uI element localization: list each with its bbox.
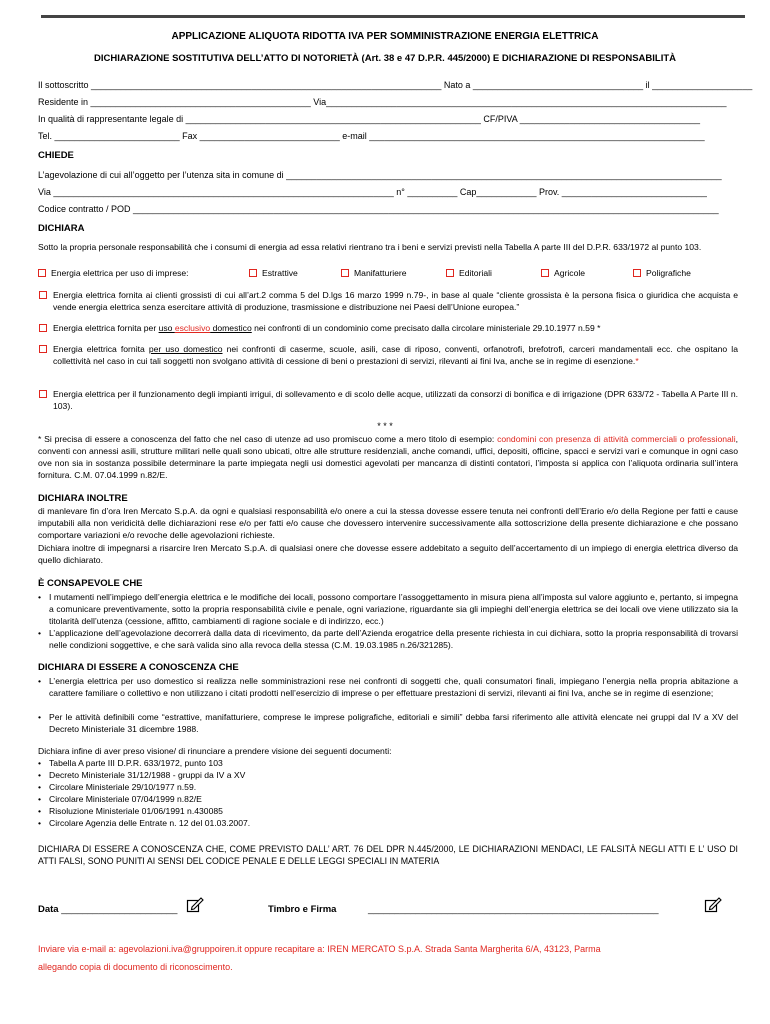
- dichiara-intro: Sotto la propria personale responsabilità che i consumi di energia ad essa relativi rientrano tra i beni e servizi previsti nella Tabella A parte III del D.P.R. 633/1972 al punto 103.: [38, 242, 702, 252]
- section-conoscenza-heading: DICHIARA DI ESSERE A CONOSCENZA CHE: [38, 662, 239, 673]
- field-line-pod[interactable]: Codice contratto / POD _____________________________________________________________________________________________________________________: [38, 204, 719, 214]
- section-chiede-heading: CHIEDE: [38, 150, 74, 161]
- option-estrattive[interactable]: Estrattive: [249, 268, 298, 278]
- option-imprese[interactable]: Energia elettrica per uso di imprese:: [38, 268, 189, 278]
- bullet-icon: •: [38, 818, 42, 828]
- documenti-item: • Tabella A parte III D.P.R. 633/1972, punto 103: [38, 758, 223, 768]
- final-declaration: DICHIARA DI ESSERE A CONOSCENZA CHE, COME PREVISTO DALL’ ART. 76 DEL DPR N.445/2000, LE DICHIARAZIONI MENDACI, LE FALSITÀ NEGLI ATTI E L’ USO DI ATTI FALSI, SONO PUNITI AI SENSI DEL CODICE PENALE E DELLE LEGGI SPECIALI IN MATERIA: [38, 844, 738, 866]
- conoscenza-bullet: • L’energia elettrica per uso domestico si realizza nelle somministrazioni rese nei confronti di soggetti che, quali consumatori finali, impiegano l’energia nella propria abitazione a carattere familiare o collettivo e non utilizzano i citati prodotti nell’esercizio di imprese o per effettuare prestazioni di servizi, rilevanti ai fini Iva, anche se in regime di esenzione;: [38, 676, 738, 698]
- checkbox-icon[interactable]: [38, 269, 46, 277]
- option-manifatturiere[interactable]: Manifatturiere: [341, 268, 407, 278]
- section-inoltre-heading: DICHIARA INOLTRE: [38, 493, 128, 504]
- pen-icon: [186, 896, 204, 914]
- timbro-firma-line[interactable]: _______________________________________________________: [368, 904, 659, 915]
- pen-icon: [704, 896, 722, 914]
- timbro-firma-label: Timbro e Firma: [268, 904, 337, 915]
- option-poligrafiche[interactable]: Poligrafiche: [633, 268, 691, 278]
- form-title: APPLICAZIONE ALIQUOTA RIDOTTA IVA PER SOMMINISTRAZIONE ENERGIA ELETTRICA: [171, 31, 599, 42]
- field-line-rappresentante[interactable]: In qualità di rappresentante legale di ___________________________________________________________ CF/PIVA ____________________________________: [38, 114, 700, 124]
- option-grossisti[interactable]: Energia elettrica fornita ai clienti grossisti di cui all’art.2 comma 5 del D.lgs 16 marzo 1999 n.79-, in base al quale “cliente grossista è la persona fisica o giuridica che acquista e vende energia elettrica senza esercitare attività di produzione, trasmissione e distribuzione nei Paesi dell’Unione europea.”: [38, 289, 738, 313]
- documenti-item: • Circolare Agenzia delle Entrate n. 12 del 01.03.2007.: [38, 818, 251, 828]
- checkbox-icon[interactable]: [633, 269, 641, 277]
- field-line-residente[interactable]: Residente in ____________________________________________ Via________________________________________________________________________________: [38, 97, 727, 107]
- checkbox-icon[interactable]: [39, 345, 47, 353]
- documenti-item: • Risoluzione Ministeriale 01/06/1991 n.430085: [38, 806, 223, 816]
- checkbox-icon[interactable]: [39, 291, 47, 299]
- footer-attachment-note: allegando copia di documento di riconoscimento.: [38, 962, 233, 972]
- checkbox-icon[interactable]: [341, 269, 349, 277]
- checkbox-icon[interactable]: [446, 269, 454, 277]
- bullet-icon: •: [38, 758, 42, 768]
- documenti-item: • Circolare Ministeriale 29/10/1977 n.59.: [38, 782, 197, 792]
- bullet-icon: •: [38, 628, 42, 638]
- section-consapevole-heading: È CONSAPEVOLE CHE: [38, 578, 143, 589]
- conoscenza-bullet: • Per le attività definibili come “estrattive, manifatturiere, comprese le imprese poligrafiche, editoriali e simili” debba farsi riferimento alle attività elencate nei gruppi dal IV a XV del Decreto Ministeriale 31 dicembre 1988.: [38, 712, 738, 734]
- top-rule: [41, 15, 745, 18]
- bullet-icon: •: [38, 806, 42, 816]
- bullet-icon: •: [38, 592, 42, 602]
- section-dichiara-heading: DICHIARA: [38, 223, 85, 234]
- bullet-icon: •: [38, 770, 42, 780]
- separator-stars: * * *: [377, 421, 393, 431]
- option-editoriali[interactable]: Editoriali: [446, 268, 492, 278]
- footer-send-instructions: Inviare via e-mail a: agevolazioni.iva@gruppoiren.it oppure recapitare a: IREN MERCATO S.p.A. Strada Santa Margherita 6/A, 43123, Parma: [38, 944, 601, 954]
- option-condominio[interactable]: Energia elettrica fornita per uso esclusivo domestico nei confronti di un condominio come precisato dalla circolare ministeriale 29.10.1977 n.59 *: [38, 322, 738, 334]
- field-line-comune[interactable]: L’agevolazione di cui all’oggetto per l’utenza sita in comune di _______________________________________________________________________________________: [38, 170, 722, 180]
- option-collettivita[interactable]: Energia elettrica fornita per uso domestico nei confronti di caserme, scuole, asili, case di riposo, conventi, orfanotrofi, brefotrofi, carceri mandamentali ecc. che ospitano la collettività nel caso in cui tali soggetti non svolgano attività di cessione di beni o prestazioni di servizi, rilevanti ai fini Iva, anche se in regime di esenzione.*: [38, 343, 738, 367]
- inoltre-paragraph: di manlevare fin d’ora Iren Mercato S.p.A. da ogni e qualsiasi responsabilità e/o onere a cui la stessa dovesse essere tenuta nei confronti dell’Erario e/o della Regione per fatti e cause imputabili alla non veridicità delle dichiarazioni rese e/o per fatti e/o cause che dovessero intervenire successivamente alla sottoscrizione della presente dichiarazione e che possano comportare variazioni e/o revoche delle agevolazioni richieste.: [38, 506, 738, 540]
- option-agricole[interactable]: Agricole: [541, 268, 585, 278]
- checkbox-icon[interactable]: [541, 269, 549, 277]
- bullet-icon: •: [38, 782, 42, 792]
- field-line-contatti[interactable]: Tel. _________________________ Fax ____________________________ e-mail ___________________________________________________________________: [38, 131, 705, 141]
- documenti-intro: Dichiara infine di aver preso visione/ di rinunciare a prendere visione dei seguenti documenti:: [38, 746, 392, 756]
- checkbox-icon[interactable]: [39, 324, 47, 332]
- field-line-via[interactable]: Via ____________________________________________________________________ n° __________ Cap____________ Prov. _____________________________: [38, 187, 707, 197]
- form-subtitle: DICHIARAZIONE SOSTITUTIVA DELL’ATTO DI NOTORIETÀ (Art. 38 e 47 D.P.R. 445/2000) E DICHIARAZIONE DI RESPONSABILITÀ: [93, 53, 677, 64]
- bullet-icon: •: [38, 794, 42, 804]
- inoltre-paragraph-2: Dichiara inoltre di impegnarsi a risarcire Iren Mercato S.p.A. di qualsiasi onere che dovesse essere addebitato a seguito dell’accertamento di un impiego di energia elettrica diverso da quello dichiarato.: [38, 543, 738, 565]
- checkbox-icon[interactable]: [39, 390, 47, 398]
- bullet-icon: •: [38, 676, 42, 686]
- consapevole-bullet: • L’applicazione dell’agevolazione decorrerà dalla data di ricevimento, da parte dell’Azienda erogatrice della presente richiesta in cui dichiara, sotto la propria responsabilità di trovarsi nelle condizioni soggettive, e che sarà valida sino alla revoca della stessa (C.M. 19.03.1985 n.26/321285).: [38, 628, 738, 650]
- note-promiscuo: * Si precisa di essere a conoscenza del fatto che nel caso di utenze ad uso promiscuo come a mero titolo di esempio: condomini con presenza di attività commerciali o professionali, conventi con annessi asili, strutture militari nelle quali sono ubicati, oltre alle strutture residenziali, anche comandi, uffici, depositi, officine, spacci e servizi vari e comunque in ogni caso ove non sia in sostanza possibile determinare la parte impiegata negli usi domestici agevolati per mancanza di distinti contatori, l’imposta si applica con l’aliquota ordinaria sull’intera fornitura. C.M. 07.04.1999 n.82/E.: [38, 434, 738, 480]
- documenti-item: • Decreto Ministeriale 31/12/1988 - gruppi da IV a XV: [38, 770, 246, 780]
- bullet-icon: •: [38, 712, 42, 722]
- documenti-item: • Circolare Ministeriale 07/04/1999 n.82/E: [38, 794, 202, 804]
- data-signature-field[interactable]: Data ______________________: [38, 904, 178, 915]
- option-consorzi[interactable]: Energia elettrica per il funzionamento degli impianti irrigui, di sollevamento e di scolo delle acque, utilizzati da consorzi di bonifica e di irrigazione (DPR 633/72 - Tabella A Parte III n. 103).: [38, 388, 738, 412]
- checkbox-icon[interactable]: [249, 269, 257, 277]
- consapevole-bullet: • I mutamenti nell’impiego dell’energia elettrica e le modifiche dei locali, possono comportare l’assoggettamento in misura piena all’imposta sul valore aggiunto e, pertanto, si impegna a comunicare preventivamente, sotto la propria responsabilità civile e penale, ogni variazione, riguardante sia gli impieghi dell’energia elettrica se dei locali ove viene utilizzato sia la titolarità dell’utenza (cessione, affitto, cambiamenti di ragione sociale e di indirizzo, ecc.): [38, 592, 738, 626]
- field-line-sottoscritto[interactable]: Il sottoscritto ______________________________________________________________________ Nato a __________________________________ il ____________________: [38, 80, 753, 90]
